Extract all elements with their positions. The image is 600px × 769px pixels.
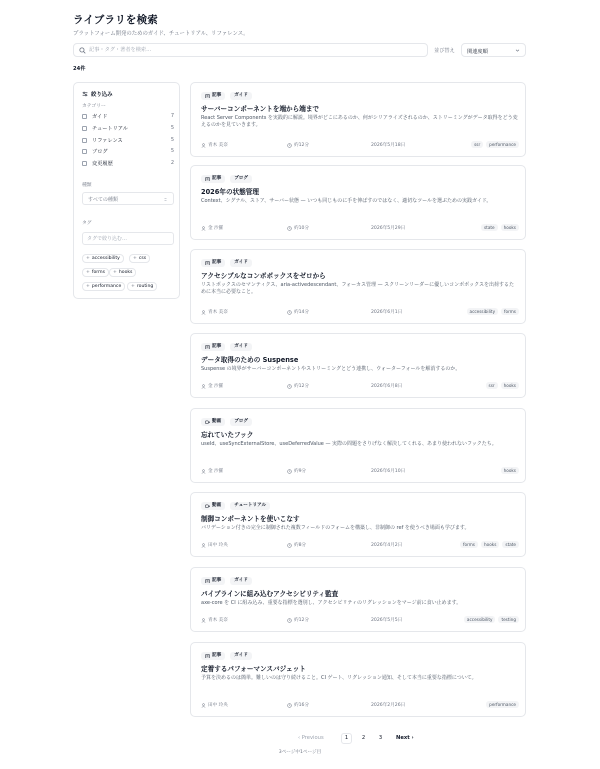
- document-icon: [205, 261, 210, 266]
- card-author-name: 青木 美奈: [208, 310, 228, 315]
- category-label: カテゴリー: [82, 104, 106, 109]
- clock-icon: [287, 143, 292, 148]
- category-option-reference[interactable]: [82, 136, 174, 144]
- card-author-name: 田中 玲央: [208, 543, 228, 548]
- result-card[interactable]: [190, 642, 526, 717]
- card-author-name: 青木 美奈: [208, 143, 228, 148]
- clock-icon: [287, 226, 292, 231]
- category-badge: ガイド: [230, 652, 252, 660]
- card-date: 2026年2月26日: [371, 703, 406, 708]
- tag-chip-label: routing: [136, 284, 154, 289]
- chevron-right-icon: ›: [411, 735, 414, 741]
- card-author: [201, 468, 223, 474]
- card-tag[interactable]: state: [502, 541, 519, 548]
- card-date: 2026年6月8日: [371, 384, 403, 389]
- type-badge-label: 記事: [212, 93, 222, 98]
- card-description: リストボックスのセマンティクス、aria-activedescendant、フォーカス管理 — スクリーンリーダーに優しいコンボボックスを出荷するために本当に必要なこと。: [201, 282, 515, 296]
- next-page-button[interactable]: [396, 733, 414, 744]
- card-tag[interactable]: hooks: [501, 382, 519, 389]
- tag-label: タグ: [82, 221, 92, 226]
- card-read-time-value: 約9分: [294, 469, 307, 474]
- result-card[interactable]: [190, 165, 526, 240]
- result-card[interactable]: [190, 82, 526, 157]
- sort-select-value: 関連度順: [467, 48, 488, 55]
- card-badges: [201, 259, 252, 267]
- chevron-down-icon: [515, 48, 520, 53]
- user-icon: [201, 143, 206, 148]
- card-read-time: [287, 468, 306, 474]
- card-read-time: [287, 383, 309, 389]
- filter-heading: [82, 90, 113, 98]
- chevron-updown-icon: [163, 197, 168, 202]
- card-title[interactable]: アクセシブルなコンボボックスをゼロから: [201, 272, 326, 280]
- page-info: 3ページ中1ページ目: [278, 750, 322, 755]
- category-option-changelog[interactable]: [82, 159, 174, 167]
- user-icon: [201, 226, 206, 231]
- sort-label: 並び替え: [434, 48, 455, 54]
- category-badge: ガイド: [230, 577, 252, 585]
- tag-chip-forms[interactable]: + forms: [82, 268, 109, 277]
- card-author: [201, 309, 228, 315]
- type-badge-label: 記事: [212, 176, 222, 181]
- category-option-label: チュートリアル: [92, 125, 128, 132]
- type-badge: [201, 577, 225, 585]
- card-tag[interactable]: state: [481, 224, 498, 231]
- card-title[interactable]: 忘れていたフック: [201, 431, 254, 439]
- type-badge-label: 動画: [212, 503, 222, 508]
- type-badge: [201, 418, 225, 426]
- document-icon: [205, 177, 210, 182]
- tag-filter-box[interactable]: [82, 232, 174, 245]
- card-meta: [201, 701, 519, 709]
- checkbox[interactable]: [82, 138, 87, 143]
- card-date: 2026年5月5日: [371, 618, 403, 623]
- card-tag[interactable]: forms: [460, 541, 478, 548]
- tag-chip-accessibility[interactable]: + accessibility: [82, 254, 124, 263]
- card-meta: [201, 141, 519, 149]
- type-badge: [201, 502, 225, 510]
- card-tag[interactable]: ssr: [471, 141, 483, 148]
- card-meta: [201, 467, 519, 475]
- type-badge-label: 記事: [212, 344, 222, 349]
- category-badge: チュートリアル: [230, 502, 270, 510]
- card-read-time-value: 約10分: [294, 226, 310, 231]
- page-button-3[interactable]: 3: [378, 735, 383, 741]
- card-tags: [481, 224, 519, 231]
- type-label: 種類: [82, 183, 92, 188]
- filter-sidebar: [73, 82, 180, 299]
- card-tags: [460, 541, 519, 548]
- card-author-name: 金 沙羅: [208, 384, 224, 389]
- category-option-label: ブログ: [92, 148, 108, 155]
- card-author: [201, 702, 228, 708]
- chevron-left-icon: ‹: [298, 735, 301, 741]
- search-input[interactable]: [89, 45, 419, 55]
- user-icon: [201, 384, 206, 389]
- tag-chip-css[interactable]: + css: [129, 254, 150, 263]
- category-option-count: 5: [170, 137, 174, 143]
- search-box[interactable]: [73, 43, 428, 57]
- result-card[interactable]: [190, 249, 526, 324]
- search-icon: [79, 47, 86, 54]
- card-tags: [464, 616, 519, 623]
- tag-chip-performance[interactable]: + performance: [82, 282, 125, 291]
- card-read-time: [287, 142, 309, 148]
- category-badge: ガイド: [230, 92, 252, 100]
- category-badge: ブログ: [230, 175, 252, 183]
- clock-icon: [287, 543, 292, 548]
- prev-page-button[interactable]: [298, 733, 324, 744]
- document-icon: [205, 654, 210, 659]
- card-title[interactable]: データ取得のための Suspense: [201, 356, 299, 364]
- clock-icon: [287, 469, 292, 474]
- tag-chip-label: forms: [91, 270, 105, 275]
- video-icon: [205, 504, 210, 509]
- card-title[interactable]: 制御コンポーネントを使いこなす: [201, 515, 300, 523]
- user-icon: [201, 543, 206, 548]
- user-icon: [201, 310, 206, 315]
- card-description: Suspense の境界がサーバーコンポーネントやストリーミングとどう連携し、ウォーターフォールを解消するのか。: [201, 366, 461, 372]
- card-tag[interactable]: testing: [498, 616, 519, 623]
- user-icon: [201, 618, 206, 623]
- card-description: Context、シグナル、ストア、サーバー状態 — いつも同じものに手を伸ばすのではなく、適切なツールを選ぶための実践ガイド。: [201, 198, 492, 204]
- page-button-2[interactable]: 2: [361, 735, 366, 741]
- card-date: 2026年6月1日: [371, 310, 403, 315]
- category-option-count: 5: [170, 148, 174, 154]
- category-option-count: 5: [170, 125, 174, 131]
- card-author: [201, 383, 223, 389]
- card-tags: [471, 141, 519, 148]
- user-icon: [201, 703, 206, 708]
- card-tags: [501, 467, 519, 474]
- clock-icon: [287, 310, 292, 315]
- page-subtitle: プラットフォーム開発のためのガイド、チュートリアル、リファレンス。: [73, 31, 249, 37]
- card-author: [201, 225, 223, 231]
- card-author-name: 金 沙羅: [208, 469, 224, 474]
- card-author-name: 田中 玲央: [208, 703, 228, 708]
- type-badge-label: 記事: [212, 260, 222, 265]
- card-badges: [201, 502, 270, 510]
- card-tag[interactable]: accessibility: [464, 616, 496, 623]
- category-badge: ガイド: [230, 343, 252, 351]
- card-tag[interactable]: performance: [486, 701, 519, 708]
- card-tag[interactable]: accessibility: [467, 308, 499, 315]
- category-option-label: ガイド: [92, 113, 108, 120]
- card-read-time: [287, 617, 309, 623]
- type-badge: [201, 175, 225, 183]
- card-title[interactable]: 定着するパフォーマンスバジェット: [201, 665, 306, 673]
- card-tag[interactable]: hooks: [501, 224, 519, 231]
- result-card[interactable]: [190, 492, 526, 557]
- category-option-guide[interactable]: [82, 112, 174, 120]
- document-icon: [205, 94, 210, 99]
- card-title[interactable]: パイプラインに組み込むアクセシビリティ監査: [201, 590, 339, 598]
- type-badge-label: 記事: [212, 578, 222, 583]
- sliders-icon: [82, 91, 88, 97]
- card-description: axe-core を CI に組み込み、重要な指標を選別し、アクセシビリティのリグレッションをマージ前に食い止めます。: [201, 600, 462, 606]
- card-meta: [201, 308, 519, 316]
- tag-chip-label: accessibility: [91, 256, 120, 261]
- type-badge: [201, 259, 225, 267]
- card-meta: [201, 616, 519, 624]
- card-date: 2026年5月29日: [371, 226, 406, 231]
- page-title: ライブラリを検索: [73, 14, 158, 26]
- result-count: 24件: [73, 66, 86, 72]
- card-read-time-value: 約12分: [294, 143, 310, 148]
- type-select[interactable]: [82, 192, 174, 205]
- checkbox[interactable]: [82, 161, 87, 166]
- category-option-tutorial[interactable]: [82, 124, 174, 132]
- checkbox[interactable]: [82, 126, 87, 131]
- tag-chip-label: hooks: [118, 270, 133, 275]
- card-meta: [201, 382, 519, 390]
- type-badge: [201, 343, 225, 351]
- card-date: 2026年6月10日: [371, 469, 406, 474]
- category-badge: ブログ: [230, 418, 252, 426]
- card-badges: [201, 92, 252, 100]
- card-tag[interactable]: ssr: [486, 382, 498, 389]
- document-icon: [205, 345, 210, 350]
- card-read-time: [287, 225, 309, 231]
- card-read-time-value: 約16分: [294, 703, 310, 708]
- category-badge: ガイド: [230, 259, 252, 267]
- card-read-time: [287, 309, 309, 315]
- card-read-time-value: 約12分: [294, 384, 310, 389]
- clock-icon: [287, 618, 292, 623]
- category-option-label: リファレンス: [92, 137, 123, 144]
- card-tag[interactable]: performance: [486, 141, 519, 148]
- card-meta: [201, 224, 519, 232]
- pagination: [0, 733, 600, 745]
- card-meta: [201, 541, 519, 549]
- tag-chip-label: css: [138, 256, 147, 261]
- card-tag[interactable]: forms: [501, 308, 519, 315]
- sort-select[interactable]: [461, 43, 526, 57]
- card-badges: [201, 418, 252, 426]
- result-card[interactable]: [190, 333, 526, 398]
- tag-chip-label: performance: [91, 284, 122, 289]
- category-option-label: 変更履歴: [92, 160, 113, 167]
- card-title[interactable]: 2026年の状態管理: [201, 188, 259, 196]
- card-read-time-value: 約8分: [294, 543, 307, 548]
- card-date: 2026年5月18日: [371, 143, 406, 148]
- type-badge: [201, 652, 225, 660]
- card-author: [201, 542, 228, 548]
- clock-icon: [287, 703, 292, 708]
- card-badges: [201, 577, 252, 585]
- filter-heading-label: 絞り込み: [91, 92, 113, 98]
- category-option-count: 7: [170, 113, 174, 119]
- type-badge-label: 動画: [212, 419, 222, 424]
- result-card[interactable]: [190, 408, 526, 483]
- card-tag[interactable]: hooks: [501, 467, 519, 474]
- card-title[interactable]: サーバーコンポーネントを端から端まで: [201, 105, 320, 113]
- type-badge: [201, 92, 225, 100]
- checkbox[interactable]: [82, 149, 87, 154]
- card-description: React Server Components を実践的に解説。境界がどこにあるのか、何がシリアライズされるのか、ストリーミングがデータ取得をどう変えるのかを見ていきます。: [201, 115, 518, 129]
- card-badges: [201, 175, 252, 183]
- prev-page-label: Previous: [301, 735, 324, 741]
- next-page-label: Next: [396, 735, 410, 741]
- result-card[interactable]: [190, 567, 526, 632]
- tag-filter-input[interactable]: [87, 234, 171, 244]
- card-date: 2026年4月2日: [371, 543, 403, 548]
- card-description: バリデーション付きの完全に制御された複数フィールドのフォームを構築し、非制御の ref を使うべき場面も学びます。: [201, 525, 470, 531]
- card-tags: [486, 701, 519, 708]
- category-option-blog[interactable]: [82, 147, 174, 155]
- card-badges: [201, 652, 252, 660]
- checkbox[interactable]: [82, 114, 87, 119]
- card-read-time: [287, 542, 306, 548]
- card-tags: [467, 308, 520, 315]
- card-badges: [201, 343, 252, 351]
- document-icon: [205, 579, 210, 584]
- card-description: 予算を決めるのは簡単。難しいのは守り続けること。CI ゲート、リグレッション通知、そして本当に重要な指標について。: [201, 675, 477, 681]
- clock-icon: [287, 384, 292, 389]
- card-description: useId、useSyncExternalStore、useDeferredValue — 実際の問題をさりげなく解決してくれる、あまり使われないフックたち。: [201, 441, 497, 447]
- card-tag[interactable]: hooks: [481, 541, 499, 548]
- tag-chip-routing[interactable]: + routing: [127, 282, 157, 291]
- card-read-time: [287, 702, 309, 708]
- card-author: [201, 142, 228, 148]
- tag-chip-hooks[interactable]: + hooks: [109, 268, 136, 277]
- page-button-1[interactable]: 1: [341, 733, 352, 744]
- card-tags: [486, 382, 519, 389]
- card-read-time-value: 約14分: [294, 310, 310, 315]
- user-icon: [201, 469, 206, 474]
- card-author: [201, 617, 228, 623]
- type-badge-label: 記事: [212, 653, 222, 658]
- category-option-count: 2: [170, 160, 174, 166]
- video-icon: [205, 420, 210, 425]
- card-author-name: 金 沙羅: [208, 226, 224, 231]
- card-author-name: 青木 美奈: [208, 618, 228, 623]
- card-read-time-value: 約12分: [294, 618, 310, 623]
- type-select-value: すべての種類: [88, 197, 118, 203]
